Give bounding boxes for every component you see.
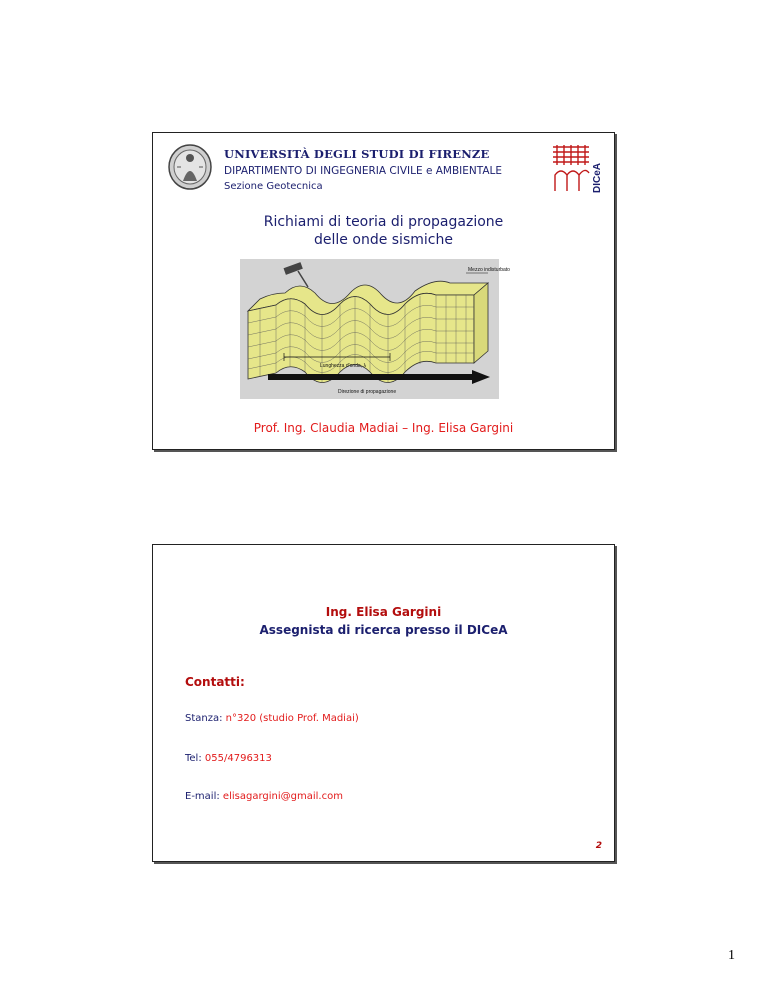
figure-label-direction: Direzione di propagazione — [338, 389, 397, 395]
page-number: 1 — [728, 948, 735, 963]
title-line-2: delle onde sismiche — [314, 232, 453, 248]
dicea-logo-icon — [551, 143, 603, 195]
contact-email — [185, 791, 343, 802]
contacts-title: Contatti: — [185, 675, 245, 689]
university-seal-icon — [167, 143, 213, 191]
contact-tel — [185, 753, 272, 764]
room-label: Stanza: — [185, 713, 223, 724]
room-value: n°320 (studio Prof. Madiai) — [225, 713, 359, 724]
person-name: Ing. Elisa Gargini — [325, 605, 442, 619]
email-label: E-mail: — [185, 791, 220, 802]
tel-label: Tel: — [185, 753, 202, 764]
section-name: Sezione Geotecnica — [224, 181, 323, 192]
dicea-logo-text: DICeA — [592, 162, 603, 193]
tel-value: 055/4796313 — [204, 753, 272, 764]
department-name: DIPARTIMENTO DI INGEGNERIA CIVILE e AMBIENTALE — [224, 165, 503, 177]
slide-number: 2 — [595, 841, 602, 851]
slide-title — [153, 213, 614, 249]
authors: Prof. Ing. Claudia Madiai – Ing. Elisa Gargini — [253, 421, 514, 435]
slide-2 — [152, 544, 615, 862]
email-value[interactable]: elisagargini@gmail.com — [222, 791, 343, 802]
figure-label-wavelength: Lunghezza d'onda, λ — [320, 363, 366, 369]
university-name: UNIVERSITÀ DEGLI STUDI DI FIRENZE — [224, 147, 490, 161]
figure-label-medium: Mezzo indisturbato — [468, 267, 510, 273]
contact-room — [185, 713, 359, 724]
slide-1 — [152, 132, 615, 450]
title-line-1: Richiami di teoria di propagazione — [263, 214, 504, 230]
person-role: Assegnista di ricerca presso il DICeA — [259, 623, 508, 637]
wave-propagation-diagram — [240, 259, 510, 399]
